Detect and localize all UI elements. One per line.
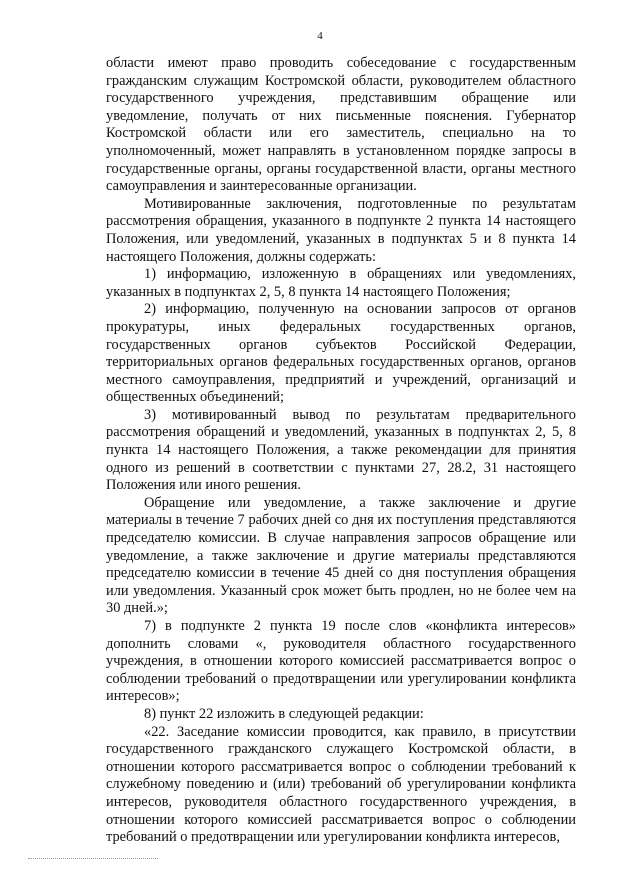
paragraph-submission-terms: Обращение или уведомление, а также заключение и другие материалы в течение 7 рабочих дней со дня их поступления представляются председателю комиссии. В случае направления запросов обращение или уведомление, а также заключение и другие материалы представляются председателю комиссии в течение 45 дней со дня поступления обращения или уведомления. Указанный срок может быть продлен, но не более чем на 30 дней.»; <box>106 494 576 617</box>
document-body <box>106 55 576 847</box>
paragraph-item-3: 3) мотивированный вывод по результатам предварительного рассмотрения обращений и уведомлений, указанных в подпунктах 2, 5, 8 пункта 14 настоящего Положения, а также рекомендации для принятия одного из решений в соответствии с пунктами 27, 28.2, 31 настоящего Положения или иного решения. <box>106 406 576 494</box>
footer-divider <box>28 858 158 859</box>
page-number: 4 <box>317 30 323 42</box>
paragraph-motivated-conclusions: Мотивированные заключения, подготовленные по результатам рассмотрения обращения, указанного в подпункте 2 пункта 14 настоящего Положения, или уведомлений, указанных в подпунктах 5 и 8 пункта 14 настоящего Положения, должны содержать: <box>106 195 576 265</box>
paragraph-item-2: 2) информацию, полученную на основании запросов от органов прокуратуры, иных федеральных государственных органов, государственных органов субъектов Российской Федерации, территориальных органов федеральных государственных органов, органов местного самоуправления, предприятий и учреждений, организаций и общественных объединений; <box>106 301 576 406</box>
paragraph-continuation: области имеют право проводить собеседование с государственным гражданским служащим Костромской области, руководителем областного государственного учреждения, представившим обращение или уведомление, получать от них письменные пояснения. Губернатор Костромской области или его заместитель, специально на то уполномоченный, может направлять в установленном порядке запросы в государственные органы, органы государственной власти, органы местного самоуправления и заинтересованные организации. <box>106 55 576 195</box>
paragraph-item-1: 1) информацию, изложенную в обращениях или уведомлениях, указанных в подпунктах 2, 5, 8 пункта 14 настоящего Положения; <box>106 266 576 300</box>
paragraph-clause-22: «22. Заседание комиссии проводится, как правило, в присутствии государственного гражданского служащего Костромской области, в отношении которого рассматривается вопрос о соблюдении требований к служебному поведению и (или) требований об урегулировании конфликта интересов, руководителя областного государственного учреждения, в отношении которого комиссией рассматривается вопрос о соблюдении требований о предотвращении или урегулировании конфликта интересов, <box>106 723 576 846</box>
paragraph-amendment-8: 8) пункт 22 изложить в следующей редакции: <box>144 705 424 722</box>
paragraph-amendment-7: 7) в подпункте 2 пункта 19 после слов «конфликта интересов» дополнить словами «, руководителя областного государственного учреждения, в отношении которого комиссией рассматривается вопрос о соблюдении требований о предотвращении или урегулировании конфликта интересов»; <box>106 618 576 705</box>
